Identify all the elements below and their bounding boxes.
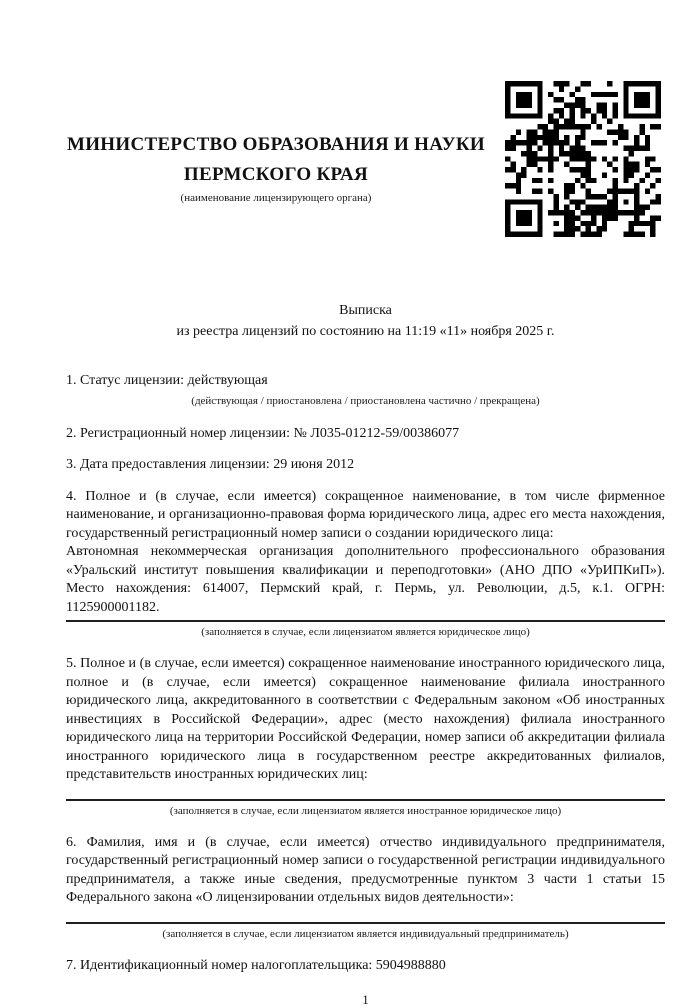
doc-title-line2: из реестра лицензий по состоянию на 11:19 «11» ноября 2025 г. xyxy=(176,324,555,339)
item-6-caption: (заполняется в случае, если лицензиатом является индивидуальный предприниматель) xyxy=(162,927,569,940)
document-title xyxy=(66,300,665,342)
item-4-legal-entity-value: Автономная некоммерческая организация дополнительного профессионального образования «Уральский институт повышения квалификации и переподготовки» (АНО ДПО «УрИПКиП»). Место нахождения: 614007, Пермский край, г. Пермь, ул. Революции, д.5, к.1. ОГРН: 1125900001182. xyxy=(66,544,665,615)
document-body xyxy=(66,300,665,1008)
doc-title-line1: Выписка xyxy=(339,303,392,318)
item-7-taxpayer-number: 7. Идентификационный номер налогоплательщика: 5904988880 xyxy=(66,957,446,973)
item-4-caption: (заполняется в случае, если лицензиатом является юридическое лицо) xyxy=(201,626,530,638)
item-4-legal-entity-heading: 4. Полное и (в случае, если имеется) сокращенное наименование, в том числе фирменное наименование, и организационно-правовая форма юридического лица, адрес его места нахождения, государственный регистрационный номер записи о создании юридического лица: xyxy=(66,488,665,541)
document-header xyxy=(0,0,700,300)
item-5-caption: (заполняется в случае, если лицензиатом является иностранное юридическое лицо) xyxy=(169,804,562,817)
item-1-license-status: 1. Статус лицензии: действующая xyxy=(66,373,268,388)
item-6-empty-value xyxy=(66,908,665,919)
page-number: 1 xyxy=(362,992,369,1007)
item-1-caption: (действующая / приостановлена / приостановлена частично / прекращена) xyxy=(191,394,540,407)
item-5-foreign-entity-heading: 5. Полное и (в случае, если имеется) сокращенное наименование иностранного юридического лица, полное и (в случае, если имеется) сокращенное наименование филиала иностранного юридического лица, аккредитованного в соответствии с Федеральным законом «Об иностранных инвестициях в Российской Федерации», адрес (место нахождения) филиала иностранного юридического лица на территории Российской Федерации, номер записи об аккредитации филиала иностранного юридического лица в государственном реестре аккредитованных филиалов, представительств иностранных юридических лиц: xyxy=(66,656,665,782)
field-underline xyxy=(66,799,665,801)
ministry-header xyxy=(60,130,492,205)
field-underline xyxy=(66,620,665,622)
item-5-empty-value xyxy=(66,785,665,796)
qr-code-icon xyxy=(505,81,661,237)
item-6-entrepreneur-heading: 6. Фамилия, имя и (в случае, если имеется) отчество индивидуального предпринимателя, государственный регистрационный номер записи о государственной регистрации индивидуального предпринимателя, а также иные сведения, предусмотренные пунктом 3 части 1 статьи 15 Федерального закона «О лицензировании отдельных видов деятельности»: xyxy=(66,834,665,905)
item-2-registration-number: 2. Регистрационный номер лицензии: № Л035-01212-59/00386077 xyxy=(66,425,460,441)
item-3-license-date: 3. Дата предоставления лицензии: 29 июня 2012 xyxy=(66,457,355,472)
ministry-caption: (наименование лицензирующего органа) xyxy=(180,192,372,204)
ministry-name-line2: ПЕРМСКОГО КРАЯ xyxy=(183,164,369,185)
field-underline xyxy=(66,922,665,924)
ministry-name-line1: МИНИСТЕРСТВО ОБРАЗОВАНИЯ И НАУКИ xyxy=(66,134,486,155)
